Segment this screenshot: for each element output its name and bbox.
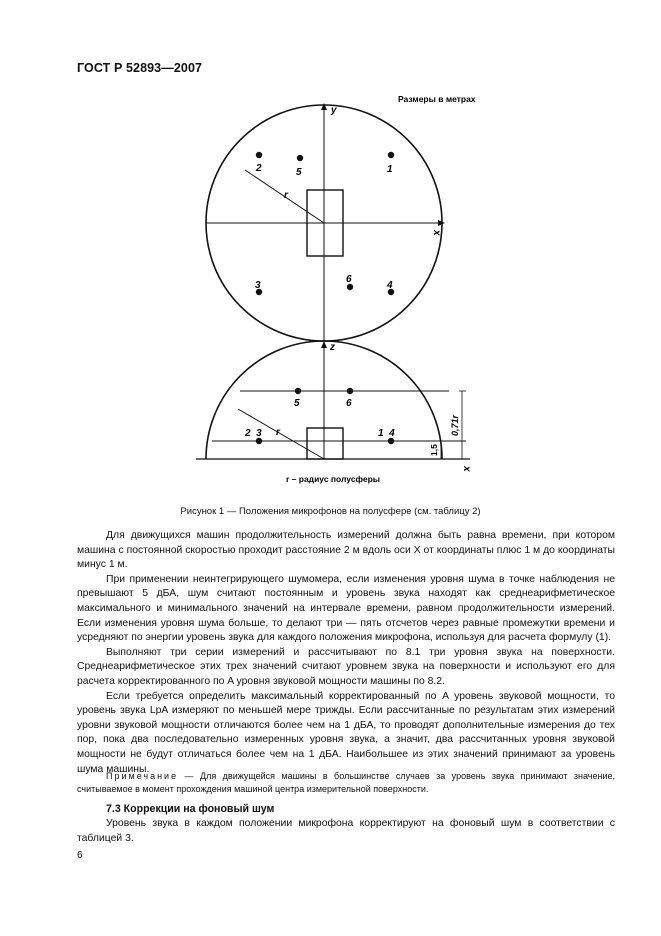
mic-label-4: 4 (387, 280, 393, 291)
page-number: 6 (77, 850, 83, 861)
mic-label-2: 2 (256, 163, 262, 174)
mic-point-2 (256, 152, 262, 158)
note-text: — Для движущейся машины в большинстве случаев за уровень звука принимают значение, считываемое в момент прохождения машиной центра измерительной поверхности. (77, 771, 615, 794)
radius-legend: r – радиус полусферы (286, 474, 381, 484)
paragraph-3: Выполняют три серии измерений и рассчитывают по 8.1 три уровня звука на поверхности. Среднеарифметическое этих трех значений считают уровнем звука на поверхности и используют его для расчета корректированного по A уровня звуковой мощности машины по 8.2. (77, 646, 615, 687)
dim-label-15: 1,5 (429, 444, 439, 456)
mic-label-5: 5 (296, 167, 302, 178)
mic-label-5-side: 5 (294, 398, 300, 409)
mic-label-1-4-side: 1 4 (378, 428, 395, 439)
note (77, 770, 615, 796)
units-note: Размеры в метрах (398, 94, 476, 104)
radius-label-top: r (284, 190, 288, 201)
section-text: Уровень звука в каждом положении микрофона корректируют на фоновый шум в соответствии с таблицей 3. (77, 818, 615, 844)
mic-label-1: 1 (387, 164, 393, 175)
mic-point-6-side (347, 388, 353, 394)
section-title: 7.3 Коррекции на фоновый шум (106, 803, 275, 815)
figure-caption: Рисунок 1 — Положения микрофонов на полусфере (см. таблицу 2) (180, 506, 481, 517)
x-axis-label: x (431, 230, 442, 236)
note-label: Примечание (106, 771, 179, 781)
y-axis-label: y (331, 105, 337, 116)
x-axis-label-side: x (461, 466, 472, 472)
side-view (196, 341, 472, 484)
body-text (77, 529, 615, 777)
paragraph-1: Для движущихся машин продолжительность измерений должна быть равна времени, при котором машина с постоянной скоростью проходит расстояние 2 м вдоль оси X от координаты плюс 1 м до координаты минус 1 м. (77, 530, 615, 571)
mic-label-6-side: 6 (346, 398, 352, 409)
mic-label-3: 3 (255, 280, 261, 291)
mic-point-5-side (295, 388, 301, 394)
paragraph-2: При применении неинтегрирующего шумомера, если изменения уровня шума в точке наблюдения не превышают 5 дБА, шум считают постоянным и уровень звука находят как среднеарифметическое максимального и минимального значений на интервале времени, равном продолжительности измерений. Если изменения уровня шума больше, то делают три — пять отсчетов через равные промежутки времени и усредняют по энергии уровень звука для каждого положения микрофона, используя для расчета формулу (1). (77, 573, 615, 644)
machine-side-rect (307, 428, 343, 459)
mic-label-2-3-side: 2 3 (245, 428, 262, 439)
paragraph-4: Если требуется определить максимальный корректированный по A уровень звуковой мощности, то уровень звука LpA измеряют по меньшей мере трижды. Если рассчитанные по результатам этих измерений уровни звуковой мощности отличаются более чем на 1 дБА, то проводят дополнительные измерения до тех пор, пока два последовательно измеренных уровня звука, а значит, два рассчитанных уровня звуковой мощности не будут отличаться более чем на 1 дБА. Наибольшее из этих значений принимают за уровень шума машины. (77, 690, 615, 775)
z-axis-label: z (330, 342, 335, 353)
top-view (206, 105, 442, 345)
mic-point-1 (388, 152, 394, 158)
radius-label-side: r (276, 427, 280, 438)
dim-label-071r: 0,71r (450, 414, 460, 436)
mic-label-6: 6 (346, 274, 352, 285)
mic-point-5 (297, 155, 303, 161)
document-header: ГОСТ Р 52893—2007 (77, 61, 203, 75)
